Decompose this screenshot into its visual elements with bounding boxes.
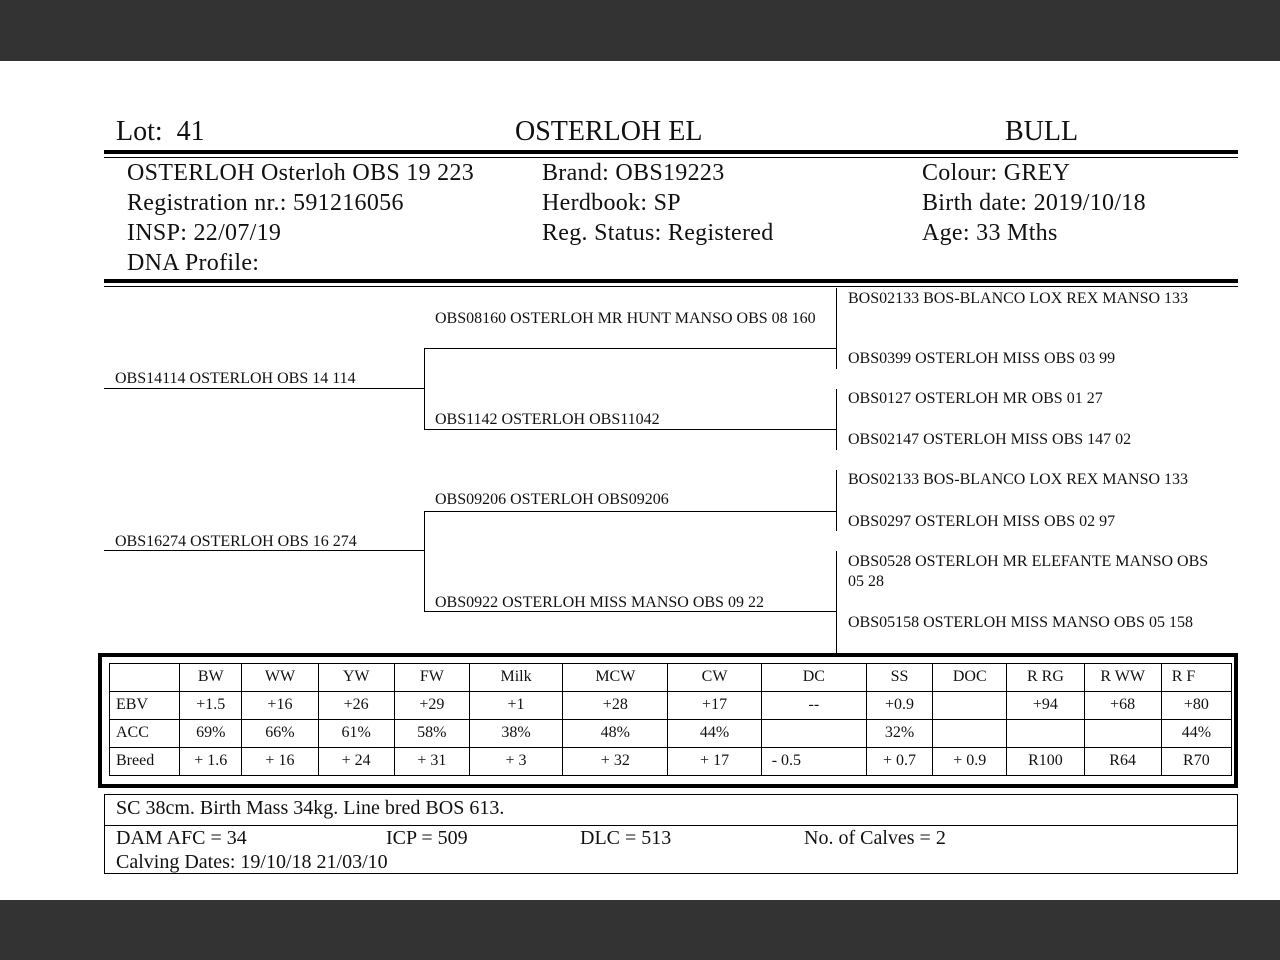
ebv-col-header: MCW — [563, 664, 668, 692]
table-cell: + 24 — [318, 748, 394, 776]
ebv-col-header: YW — [318, 664, 394, 692]
ebv-col-header: DOC — [933, 664, 1007, 692]
ebv-col-header: Milk — [469, 664, 562, 692]
pedigree-line — [424, 429, 837, 430]
notes-box — [104, 794, 1238, 874]
animal-title: OSTERLOH EL — [515, 116, 703, 147]
table-cell: 44% — [1161, 720, 1231, 748]
table-cell: 48% — [563, 720, 668, 748]
table-cell: +26 — [318, 692, 394, 720]
pedigree-gg-4: OBS02147 OSTERLOH MISS OBS 147 02 — [848, 431, 1132, 448]
pedigree-gg-5: BOS02133 BOS-BLANCO LOX REX MANSO 133 — [848, 471, 1189, 488]
pedigree-line — [424, 511, 837, 512]
table-cell: +29 — [394, 692, 469, 720]
table-cell: +1 — [469, 692, 562, 720]
number-of-calves: No. of Calves = 2 — [804, 827, 946, 849]
table-cell: 61% — [318, 720, 394, 748]
pedigree-gg-8: OBS05158 OSTERLOH MISS MANSO OBS 05 158 — [848, 614, 1193, 631]
dna-profile: DNA Profile: — [127, 250, 260, 276]
pedigree-connector — [836, 389, 837, 450]
pedigree-dam: OBS16274 OSTERLOH OBS 16 274 — [115, 533, 357, 550]
pedigree-gg-7: OBS0528 OSTERLOH MR ELEFANTE MANSO OBS 05 28 — [848, 553, 1209, 590]
table-cell: 58% — [394, 720, 469, 748]
ebv-row-ebv — [110, 692, 1232, 720]
registration-number: Registration nr.: 591216056 — [127, 190, 404, 216]
ebv-col-header: FW — [394, 664, 469, 692]
table-cell: +16 — [242, 692, 318, 720]
pedigree-gg-2: OBS0399 OSTERLOH MISS OBS 03 99 — [848, 350, 1116, 367]
table-cell: + 16 — [242, 748, 318, 776]
ebv-row-acc — [110, 720, 1232, 748]
table-cell: R64 — [1084, 748, 1161, 776]
pedigree-dam-dam: OBS0922 OSTERLOH MISS MANSO OBS 09 22 — [435, 594, 764, 611]
ebv-col-header: CW — [668, 664, 761, 692]
table-cell: +28 — [563, 692, 668, 720]
ebv-col-header: R F — [1161, 664, 1231, 692]
ebv-col-header: DC — [761, 664, 866, 692]
table-cell: - 0.5 — [761, 748, 866, 776]
table-cell: + 0.7 — [866, 748, 932, 776]
table-cell: +80 — [1161, 692, 1231, 720]
notes-line-1: SC 38cm. Birth Mass 34kg. Line bred BOS 613. — [116, 797, 505, 819]
table-cell: Breed — [110, 748, 180, 776]
pedigree-sire: OBS14114 OSTERLOH OBS 14 114 — [115, 370, 356, 387]
pedigree-connector — [836, 288, 837, 369]
info-rule-thin — [104, 286, 1238, 287]
table-cell: 38% — [469, 720, 562, 748]
table-cell: 44% — [668, 720, 761, 748]
pedigree-connector — [424, 348, 425, 430]
ebv-col-header: R WW — [1084, 664, 1161, 692]
pedigree-sire-sire: OBS08160 OSTERLOH MR HUNT MANSO OBS 08 160 — [435, 310, 816, 327]
table-cell: + 0.9 — [933, 748, 1007, 776]
table-cell — [1007, 720, 1084, 748]
pedigree-dam-sire: OBS09206 OSTERLOH OBS09206 — [435, 491, 669, 508]
ebv-col-header: R RG — [1007, 664, 1084, 692]
table-cell: + 1.6 — [180, 748, 242, 776]
table-cell: +17 — [668, 692, 761, 720]
pedigree-gg-1: BOS02133 BOS-BLANCO LOX REX MANSO 133 — [848, 290, 1189, 307]
table-cell: + 3 — [469, 748, 562, 776]
table-cell — [1084, 720, 1161, 748]
table-cell: ACC — [110, 720, 180, 748]
dlc: DLC = 513 — [580, 827, 672, 849]
icp: ICP = 509 — [386, 827, 468, 849]
bottom-letterbox-bar — [0, 900, 1280, 960]
lot-number: 41 — [176, 116, 205, 147]
animal-brand: Brand: OBS19223 — [542, 160, 725, 186]
herdbook: Herdbook: SP — [542, 190, 681, 216]
top-letterbox-bar — [0, 0, 1280, 61]
table-cell: +68 — [1084, 692, 1161, 720]
pedigree-line — [424, 611, 837, 612]
info-rule-thick — [104, 279, 1238, 283]
table-cell — [933, 720, 1007, 748]
table-cell: 66% — [242, 720, 318, 748]
animal-full-name: OSTERLOH Osterloh OBS 19 223 — [127, 160, 475, 186]
ebv-col-header: WW — [242, 664, 318, 692]
lot-label: Lot: 41 — [116, 116, 205, 147]
animal-colour: Colour: GREY — [922, 160, 1071, 186]
table-cell: + 31 — [394, 748, 469, 776]
notes-divider — [105, 825, 1237, 826]
table-cell: 69% — [180, 720, 242, 748]
table-cell: + 17 — [668, 748, 761, 776]
ebv-row-breed — [110, 748, 1232, 776]
ebv-header-row — [110, 664, 1232, 692]
ebv-col-header: BW — [180, 664, 242, 692]
ebv-col-header: SS — [866, 664, 932, 692]
pedigree-sire-dam: OBS1142 OSTERLOH OBS11042 — [435, 411, 660, 428]
table-cell: +1.5 — [180, 692, 242, 720]
pedigree-gg-3: OBS0127 OSTERLOH MR OBS 01 27 — [848, 390, 1103, 407]
insp-date: INSP: 22/07/19 — [127, 220, 282, 246]
table-cell: R100 — [1007, 748, 1084, 776]
animal-sex: BULL — [1005, 116, 1079, 147]
table-cell: + 32 — [563, 748, 668, 776]
pedigree-gg-6: OBS0297 OSTERLOH MISS OBS 02 97 — [848, 513, 1116, 530]
pedigree-line — [424, 348, 837, 349]
header-rule-thick — [104, 150, 1238, 154]
table-cell: 32% — [866, 720, 932, 748]
pedigree-line — [104, 388, 425, 389]
pedigree-connector — [424, 511, 425, 612]
pedigree-line — [104, 550, 425, 551]
table-cell: +94 — [1007, 692, 1084, 720]
birth-date: Birth date: 2019/10/18 — [922, 190, 1146, 216]
ebv-col-header — [110, 664, 180, 692]
pedigree-connector — [836, 470, 837, 531]
table-cell — [933, 692, 1007, 720]
ebv-table — [109, 663, 1232, 776]
pedigree-connector — [836, 551, 837, 654]
dam-afc: DAM AFC = 34 — [116, 827, 247, 849]
reg-status: Reg. Status: Registered — [542, 220, 774, 246]
table-cell: R70 — [1161, 748, 1231, 776]
animal-age: Age: 33 Mths — [922, 220, 1058, 246]
table-cell: -- — [761, 692, 866, 720]
table-cell: EBV — [110, 692, 180, 720]
header-rule-thin — [104, 157, 1238, 158]
table-cell: +0.9 — [866, 692, 932, 720]
table-cell — [761, 720, 866, 748]
calving-dates: Calving Dates: 19/10/18 21/03/10 — [116, 851, 388, 873]
